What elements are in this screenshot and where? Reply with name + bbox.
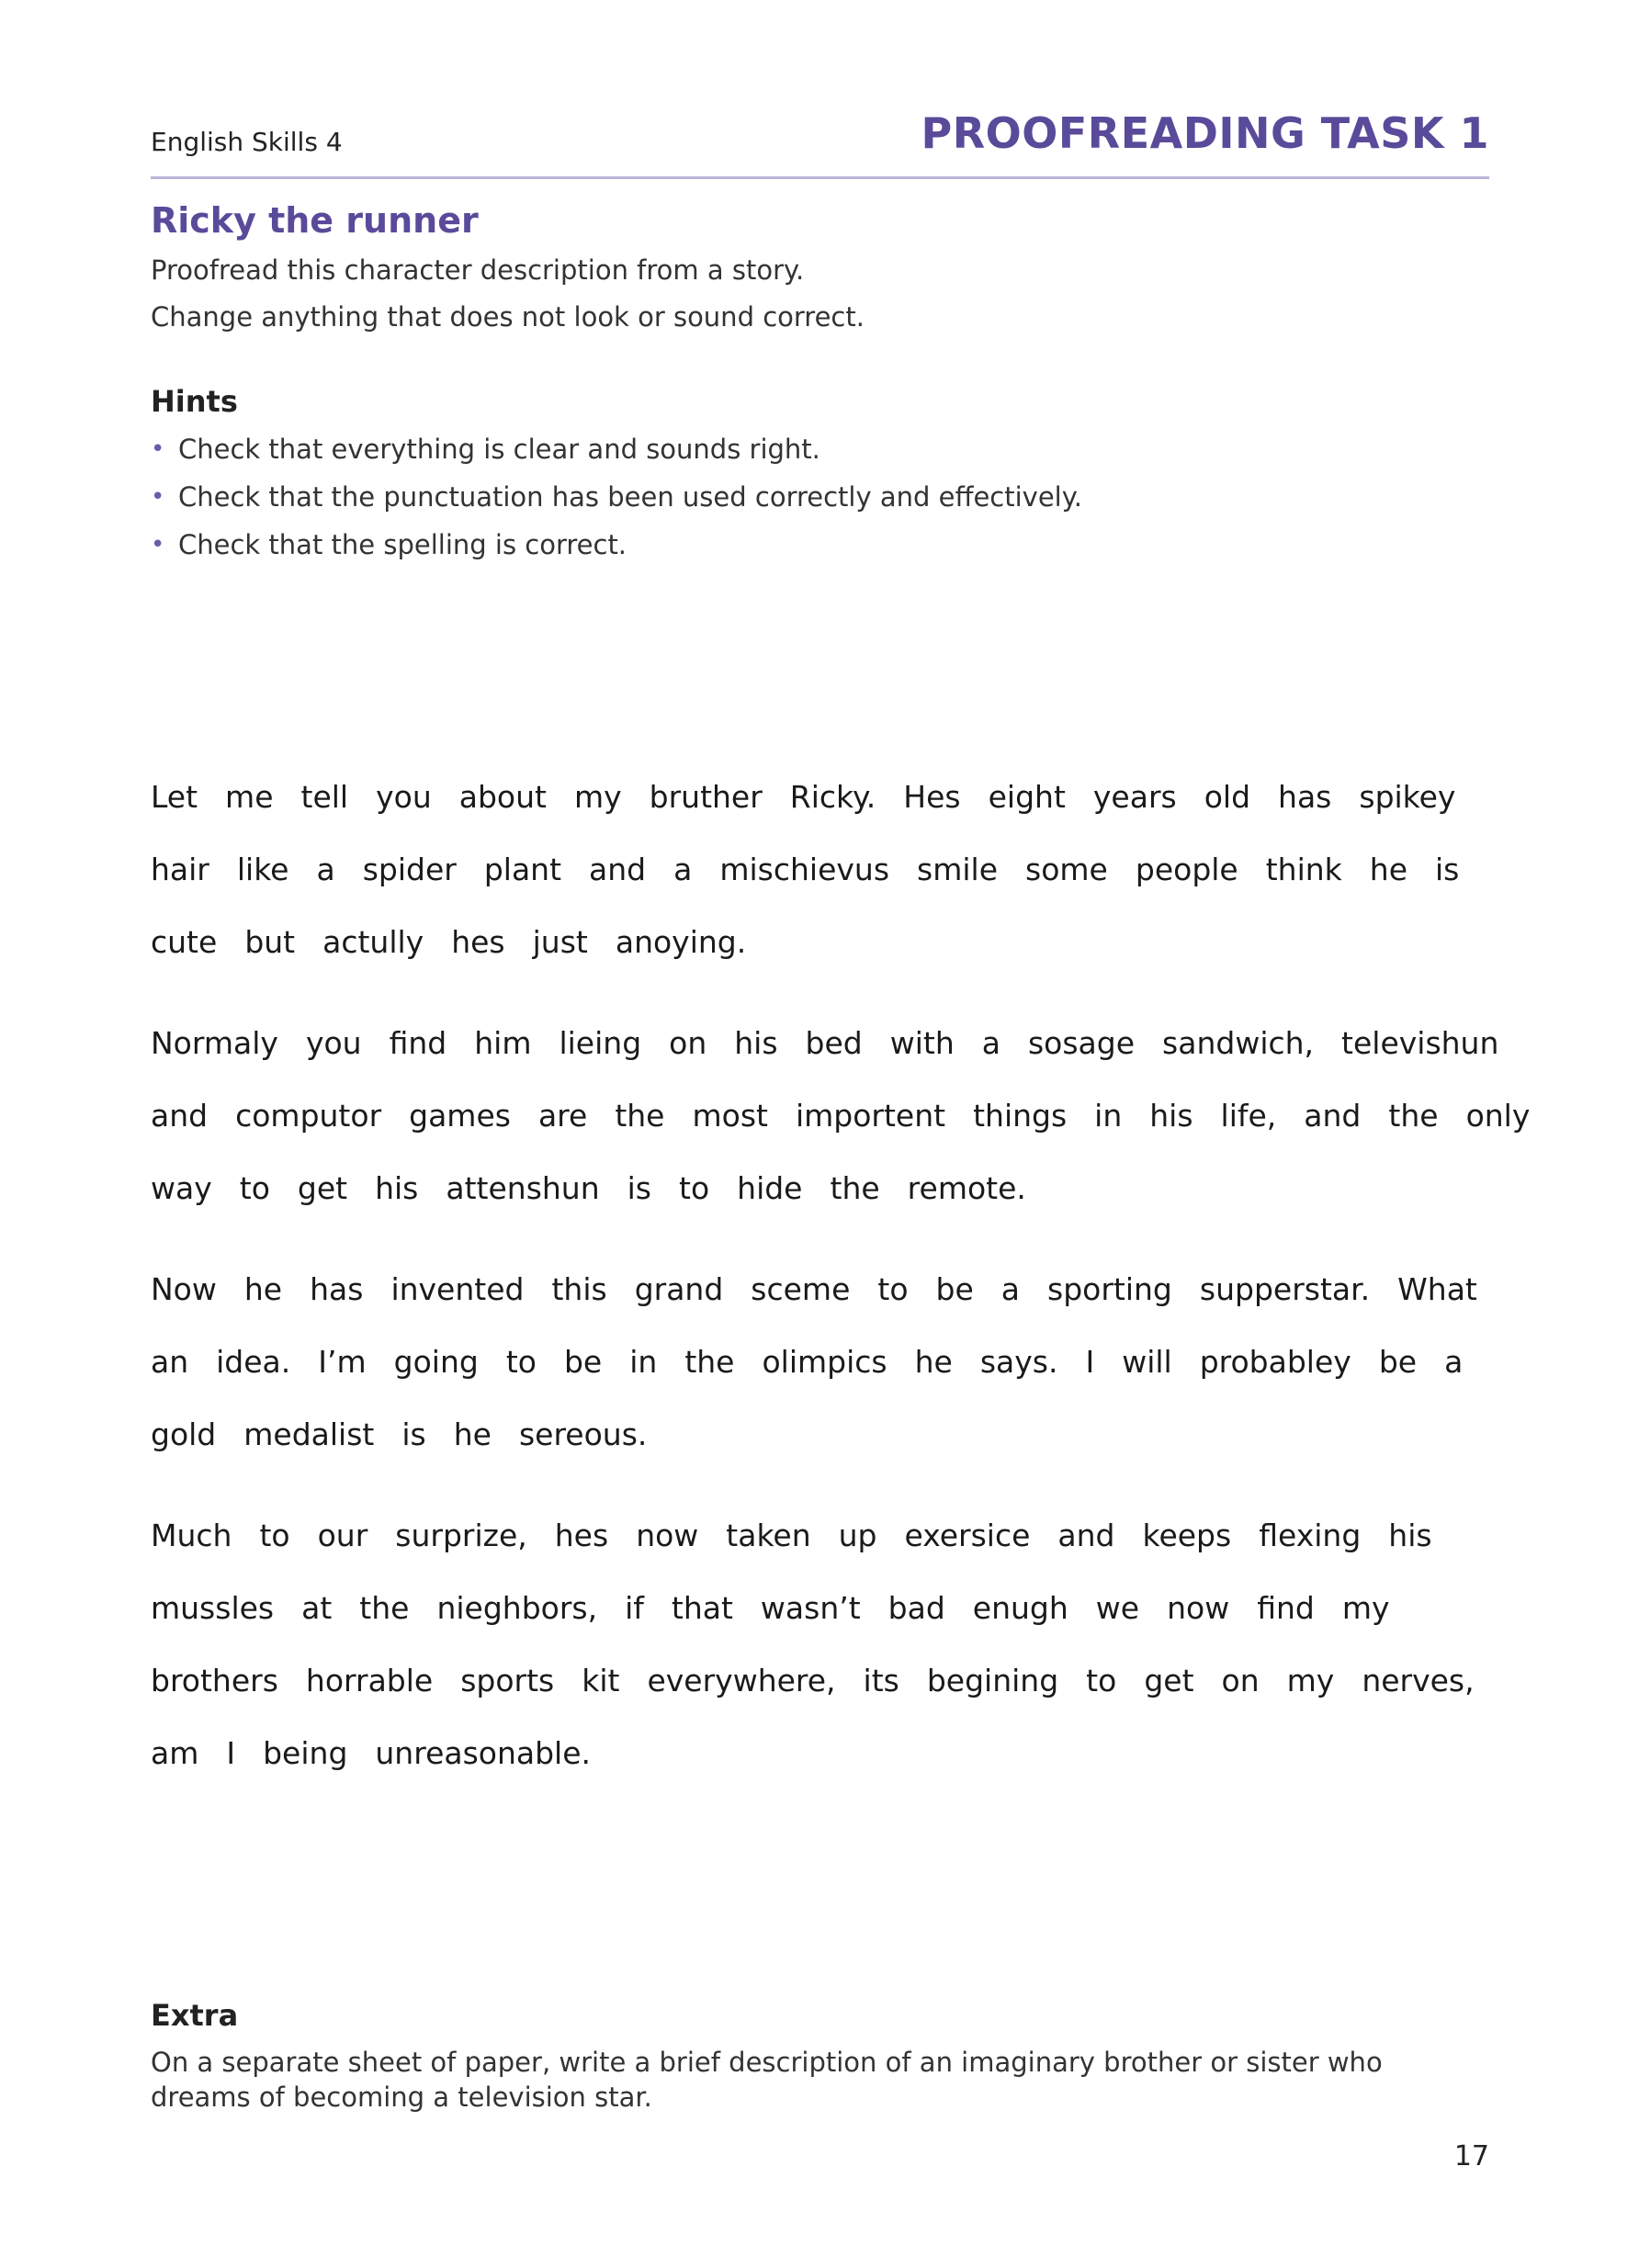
story-paragraph-1 <box>151 779 1492 997</box>
story-word: my <box>573 779 622 815</box>
story-word: taken <box>726 1518 811 1553</box>
story-word: me <box>225 779 274 815</box>
story-word: be <box>935 1271 974 1307</box>
story-word: a <box>1000 1271 1021 1307</box>
story-word: and <box>1304 1098 1362 1134</box>
story-word: to <box>259 1518 290 1553</box>
story-word: my <box>1341 1590 1390 1626</box>
hint-item <box>151 481 1082 529</box>
story-word: on <box>669 1025 707 1061</box>
story-word: about <box>458 779 547 815</box>
story-word: begining <box>926 1663 1059 1698</box>
story-word: some <box>1025 852 1108 887</box>
story-word: nerves, <box>1362 1663 1475 1698</box>
story-word: spider <box>362 852 457 887</box>
story-word: we <box>1095 1590 1140 1626</box>
story-word: plant <box>483 852 562 887</box>
story-word: are <box>537 1098 588 1134</box>
story-word: hair <box>151 852 209 887</box>
story-line <box>151 779 1492 852</box>
story-word: going <box>393 1344 479 1380</box>
story-word: hes <box>451 924 505 960</box>
story-word: people <box>1135 852 1238 887</box>
story-word: be <box>563 1344 603 1380</box>
story-word: the <box>1388 1098 1439 1134</box>
story-word: to <box>505 1344 537 1380</box>
story-word: sports <box>460 1663 555 1698</box>
story-word: you <box>376 779 432 815</box>
story-line <box>151 1735 1492 1808</box>
hint-text: Check that the punctuation has been used correctly and effectively. <box>178 481 1082 513</box>
hint-text: Check that everything is clear and sounds right. <box>178 434 820 465</box>
story-word: the <box>830 1170 880 1206</box>
story-word: eight <box>988 779 1066 815</box>
story-word: nieghbors, <box>436 1590 598 1626</box>
bullet-icon: • <box>151 435 165 463</box>
story-word: years <box>1092 779 1177 815</box>
book-title: English Skills 4 <box>151 127 343 157</box>
story-word: anoying. <box>615 924 747 960</box>
story-word: enugh <box>972 1590 1068 1626</box>
story-word: hes <box>554 1518 609 1553</box>
story-word: if <box>625 1590 644 1626</box>
story-word: he <box>914 1344 953 1380</box>
story-word: a <box>981 1025 1000 1061</box>
story-word: to <box>1086 1663 1117 1698</box>
story-word: to <box>877 1271 909 1307</box>
story-word: will <box>1122 1344 1172 1380</box>
story-paragraph-4 <box>151 1518 1492 1808</box>
story-word: tell <box>300 779 349 815</box>
story-word: smile <box>917 852 999 887</box>
story-word: exersice <box>904 1518 1031 1553</box>
story-word: his <box>375 1170 419 1206</box>
story-word: idea. <box>216 1344 291 1380</box>
story-word: his <box>1388 1518 1432 1553</box>
story-word: a <box>673 852 693 887</box>
story-word: keeps <box>1142 1518 1232 1553</box>
hint-item <box>151 529 1082 577</box>
hints-heading: Hints <box>151 384 238 419</box>
story-word: think <box>1265 852 1342 887</box>
story-line <box>151 852 1492 924</box>
story-word: olimpics <box>762 1344 887 1380</box>
story-word: old <box>1204 779 1251 815</box>
story-word: is <box>401 1416 426 1452</box>
story-word: wasn’t <box>760 1590 861 1626</box>
story-line <box>151 1416 1492 1489</box>
story-word: life, <box>1220 1098 1277 1134</box>
story-word: everywhere, <box>647 1663 836 1698</box>
story-word: he <box>243 1271 283 1307</box>
story-word: get <box>1144 1663 1194 1698</box>
story-word: our <box>317 1518 368 1553</box>
section-title: Ricky the runner <box>151 200 479 241</box>
story-paragraph-3 <box>151 1271 1492 1489</box>
story-word: attenshun <box>446 1170 600 1206</box>
story-word: most <box>692 1098 768 1134</box>
story-word: sporting <box>1047 1271 1172 1307</box>
story-word: mussles <box>151 1590 275 1626</box>
story-word: spikey <box>1359 779 1456 815</box>
story-word: brothers <box>151 1663 278 1698</box>
story-word: that <box>671 1590 733 1626</box>
story-line <box>151 1344 1492 1416</box>
story-word: find <box>389 1025 447 1061</box>
story-word: just <box>532 924 588 960</box>
story-word: in <box>629 1344 658 1380</box>
story-word: flexing <box>1259 1518 1362 1553</box>
story-word: in <box>1094 1098 1123 1134</box>
story-word: but <box>244 924 296 960</box>
story-word: on <box>1221 1663 1260 1698</box>
story-line <box>151 1025 1499 1098</box>
story-line <box>151 1271 1492 1344</box>
story-word: my <box>1286 1663 1335 1698</box>
story-word: I <box>226 1735 236 1771</box>
story-word: be <box>1378 1344 1418 1380</box>
story-word: I <box>1085 1344 1095 1380</box>
story-word: and <box>1057 1518 1115 1553</box>
story-word: Now <box>151 1271 217 1307</box>
story-word: has <box>1278 779 1332 815</box>
story-word: lieing <box>559 1025 642 1061</box>
story-word: bed <box>805 1025 863 1061</box>
story-word: sosage <box>1027 1025 1136 1061</box>
story-line <box>151 1170 1492 1243</box>
story-word: now <box>1167 1590 1230 1626</box>
story-word: is <box>627 1170 652 1206</box>
story-word: mischievus <box>719 852 890 887</box>
story-line <box>151 1663 1492 1735</box>
bullet-icon: • <box>151 531 165 559</box>
story-word: him <box>474 1025 532 1061</box>
story-word: sceme <box>751 1271 851 1307</box>
story-word: now <box>636 1518 699 1553</box>
instruction-line-2: Change anything that does not look or sound correct. <box>151 301 865 333</box>
story-word: to <box>679 1170 710 1206</box>
story-word: find <box>1257 1590 1315 1626</box>
story-word: and <box>151 1098 209 1134</box>
story-word: is <box>1435 852 1460 887</box>
story-word: his <box>1149 1098 1193 1134</box>
story-word: only <box>1465 1098 1531 1134</box>
extra-heading: Extra <box>151 1998 239 2033</box>
story-word: I’m <box>318 1344 367 1380</box>
instruction-line-1: Proofread this character description from a story. <box>151 254 805 286</box>
story-word: Normaly <box>151 1025 278 1061</box>
story-word: gold <box>151 1416 217 1452</box>
task-heading: PROOFREADING TASK 1 <box>921 108 1489 158</box>
story-word: up <box>838 1518 877 1553</box>
story-word: grand <box>634 1271 724 1307</box>
story-word: actully <box>322 924 424 960</box>
story-paragraph-2 <box>151 1025 1531 1243</box>
story-word: like <box>236 852 289 887</box>
story-word: has <box>310 1271 364 1307</box>
story-word: its <box>863 1663 899 1698</box>
story-word: remote. <box>907 1170 1026 1206</box>
story-word: he <box>1369 852 1408 887</box>
story-word: hide <box>737 1170 803 1206</box>
story-word: cute <box>151 924 218 960</box>
story-word: and <box>589 852 647 887</box>
story-word: things <box>973 1098 1068 1134</box>
story-word: games <box>409 1098 511 1134</box>
hints-list <box>151 434 1082 577</box>
story-word: importent <box>795 1098 946 1134</box>
story-word: bruther <box>649 779 763 815</box>
story-word: the <box>684 1344 735 1380</box>
story-word: the <box>615 1098 665 1134</box>
story-line <box>151 924 1492 997</box>
story-word: supperstar. <box>1199 1271 1371 1307</box>
story-word: bad <box>887 1590 945 1626</box>
story-word: What <box>1397 1271 1477 1307</box>
story-word: unreasonable. <box>375 1735 592 1771</box>
story-word: Much <box>151 1518 232 1553</box>
story-word: invented <box>390 1271 525 1307</box>
story-word: at <box>301 1590 333 1626</box>
story-word: kit <box>582 1663 620 1698</box>
hint-text: Check that the spelling is correct. <box>178 529 627 560</box>
page-number: 17 <box>1453 2140 1489 2172</box>
story-word: this <box>551 1271 607 1307</box>
story-word: way <box>151 1170 212 1206</box>
story-word: horrable <box>305 1663 434 1698</box>
story-word: Let <box>151 779 198 815</box>
story-word: Hes <box>903 779 961 815</box>
story-word: probabley <box>1199 1344 1351 1380</box>
story-word: his <box>734 1025 778 1061</box>
story-line <box>151 1590 1492 1663</box>
story-word: get <box>297 1170 348 1206</box>
story-word: sandwich, <box>1162 1025 1315 1061</box>
extra-text: On a separate sheet of paper, write a brief description of an imaginary brother or sister who dreams of becoming a television star. <box>151 2047 1383 2113</box>
story-word: a <box>1444 1344 1464 1380</box>
story-word: televishun <box>1341 1025 1499 1061</box>
bullet-icon: • <box>151 483 165 511</box>
story-word: with <box>889 1025 955 1061</box>
story-word: you <box>305 1025 362 1061</box>
header-divider <box>151 176 1489 179</box>
story-word: am <box>151 1735 199 1771</box>
story-word: surprize, <box>395 1518 527 1553</box>
story-word: to <box>239 1170 270 1206</box>
story-line <box>151 1098 1531 1170</box>
story-word: medalist <box>243 1416 375 1452</box>
story-word: Ricky. <box>789 779 876 815</box>
story-word: says. <box>979 1344 1058 1380</box>
story-word: being <box>263 1735 348 1771</box>
story-word: a <box>316 852 335 887</box>
story-word: the <box>359 1590 410 1626</box>
story-word: an <box>151 1344 189 1380</box>
story-word: he <box>453 1416 492 1452</box>
story-word: computor <box>235 1098 382 1134</box>
hint-item <box>151 434 1082 481</box>
story-word: sereous. <box>518 1416 648 1452</box>
story-line <box>151 1518 1492 1590</box>
